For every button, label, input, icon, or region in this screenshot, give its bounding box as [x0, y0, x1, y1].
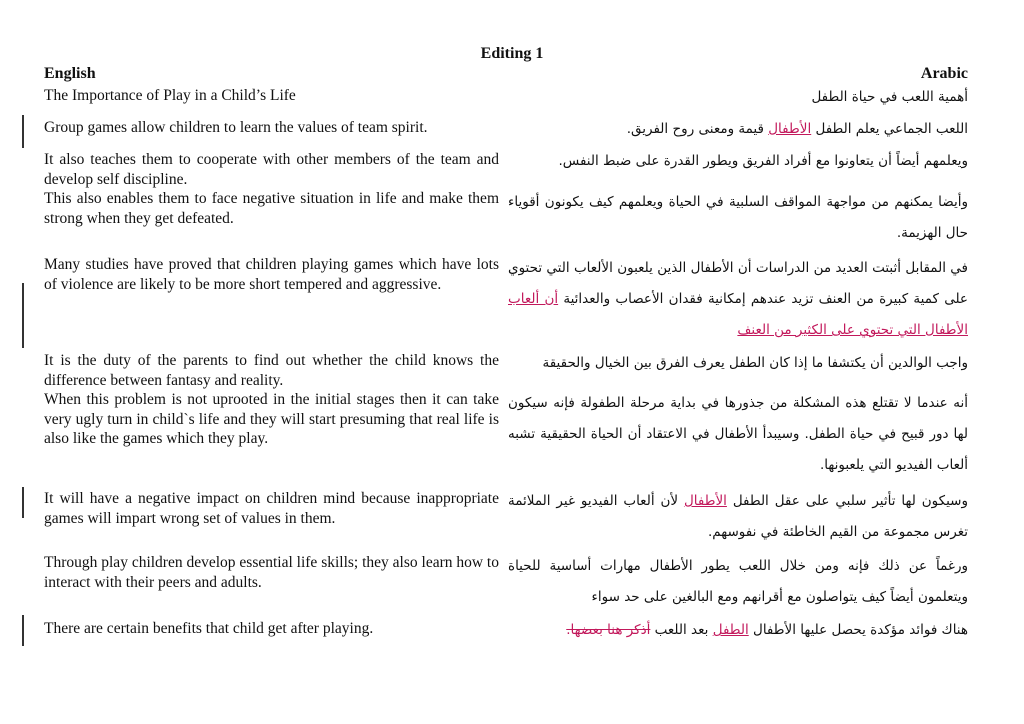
arabic-paragraph [508, 486, 968, 548]
arabic-text: هناك فوائد مؤكدة يحصل عليها الأطفال [748, 622, 968, 638]
document-title: Editing 1 [480, 45, 544, 62]
arabic-header: Arabic [920, 65, 968, 82]
arabic-text: اللعب الجماعي يعلم الطفل [811, 121, 968, 137]
change-bar [22, 487, 24, 518]
tracked-insertion: الأطفال [683, 493, 727, 509]
change-bar [22, 115, 24, 148]
english-paragraph: There are certain benefits that child get after playing. [44, 620, 374, 637]
change-bar [22, 283, 24, 348]
arabic-paragraph: وأيضا يمكنهم من مواجهة المواقف السلبية في الحياة ويعلمهم كيف يكونون أقوياء حال الهزيمة. [508, 194, 968, 241]
arabic-paragraph [508, 615, 968, 646]
english-header: English [44, 65, 96, 82]
tracked-insertion: الطفل [712, 622, 749, 638]
arabic-paragraph [508, 253, 968, 346]
tracked-insertion: أن ألعاب الأطفال التي تحتوي على الكثير من العنف [508, 291, 968, 338]
english-paragraph: The Importance of Play in a Child’s Life [44, 87, 296, 104]
change-bar [22, 615, 24, 646]
arabic-text: لأن ألعاب الفيديو غير الملائمة تغرس مجموعة من القيم الخاطئة في نفوسهم. [508, 493, 968, 540]
english-paragraph: Group games allow children to learn the values of team spirit. [44, 119, 428, 136]
english-paragraph: Through play children develop essential life skills; they also learn how to interact with their peers and adults. [44, 554, 499, 591]
arabic-paragraph [508, 114, 968, 145]
english-paragraph: This also enables them to face negative situation in life and make them strong when they get defeated. [44, 190, 499, 227]
arabic-paragraph: واجب الوالدين أن يكتشفا ما إذا كان الطفل يعرف الفرق بين الخيال والحقيقة [542, 355, 968, 371]
tracked-insertion: الأطفال [768, 121, 812, 137]
arabic-text: بعد اللعب [650, 622, 713, 638]
tracked-deletion: أذكر هنا بعضها. [566, 622, 651, 638]
english-paragraph: It is the duty of the parents to find out whether the child knows the difference between fantasy and reality. [44, 352, 499, 389]
arabic-paragraph: أنه عندما لا تقتلع هذه المشكلة من جذورها في بداية مرحلة الطفولة فإنه سيكون لها دور قبيح في حياة الطفل. وسيبدأ الأطفال في الاعتقاد أن الحياة الحقيقية تشبه ألعاب الفيديو التي يلعبونها. [508, 395, 968, 473]
english-paragraph: It also teaches them to cooperate with other members of the team and develop self discipline. [44, 151, 499, 188]
arabic-paragraph: ويعلمهم أيضاً أن يتعاونوا مع أفراد الفريق ويطور القدرة على ضبط النفس. [558, 153, 968, 169]
arabic-text: وسيكون لها تأثير سلبي على عقل الطفل [726, 493, 968, 509]
arabic-text: قيمة ومعنى روح الفريق. [626, 121, 769, 137]
arabic-text: في المقابل أثبتت العديد من الدراسات أن الأطفال الذين يلعبون الألعاب التي تحتوي على كمية كبيرة من العنف تزيد عندهم إمكانية فقدان الأعصاب والعدائية [508, 260, 968, 307]
arabic-paragraph: أهمية اللعب في حياة الطفل [811, 89, 968, 105]
english-paragraph: It will have a negative impact on children mind because inappropriate games will impart wrong set of values in them. [44, 490, 499, 527]
english-paragraph: Many studies have proved that children playing games which have lots of violence are likely to be more short tempered and aggressive. [44, 256, 499, 293]
english-paragraph: When this problem is not uprooted in the initial stages then it can take very ugly turn in child`s life and they will start presuming that real life is also like the games which they play. [44, 391, 499, 447]
arabic-paragraph: ورغماً عن ذلك فإنه ومن خلال اللعب يطور الأطفال مهارات أساسية للحياة ويتعلمون أيضاً كيف يتواصلون مع أقرانهم ومع البالغين على حد سواء [508, 558, 968, 605]
